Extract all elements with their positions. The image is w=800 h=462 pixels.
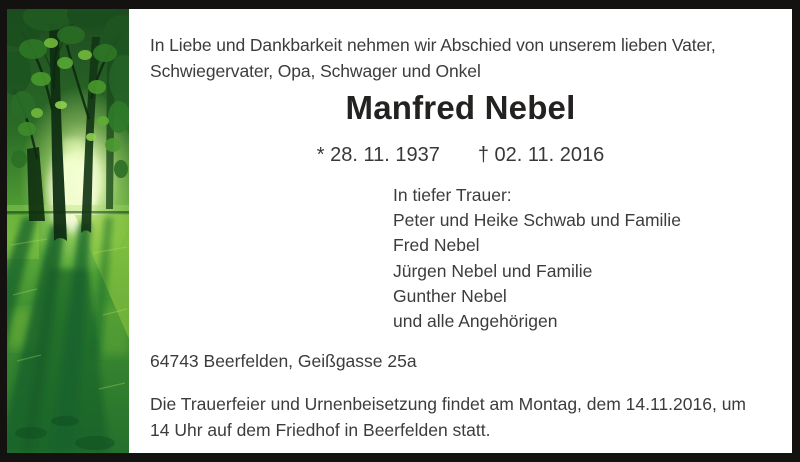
- mourner-item: Fred Nebel: [393, 235, 480, 256]
- birth-date: * 28. 11. 1937: [316, 144, 440, 166]
- address-line: 64743 Beerfelden, Geißgasse 25a: [150, 351, 417, 371]
- funeral-line-1: Die Trauerfeier und Urnenbeisetzung findet am Montag, dem 14.11.2016, um: [150, 394, 746, 414]
- funeral-info: [150, 391, 746, 443]
- intro-line-2: Schwiegervater, Opa, Schwager und Onkel: [150, 61, 481, 81]
- obituary-text-area: [129, 9, 792, 453]
- mourner-item: Gunther Nebel: [393, 285, 507, 306]
- mourners-heading: In tiefer Trauer:: [393, 185, 512, 205]
- funeral-line-2: 14 Uhr auf dem Friedhof in Beerfelden statt.: [150, 420, 491, 440]
- mourner-item: und alle Angehörigen: [393, 311, 558, 332]
- death-date: † 02. 11. 2016: [477, 144, 605, 166]
- mourner-item: Jürgen Nebel und Familie: [393, 260, 593, 281]
- mourner-item: Peter und Heike Schwab und Familie: [393, 210, 681, 231]
- park-sunlight-photo: [7, 9, 129, 453]
- mourners-block: [393, 183, 681, 334]
- intro-line-1: In Liebe und Dankbarkeit nehmen wir Abschied von unserem lieben Vater,: [150, 35, 716, 55]
- intro-paragraph: [150, 32, 716, 84]
- park-photo-illustration: [7, 9, 129, 453]
- deceased-name: Manfred Nebel: [345, 89, 576, 126]
- life-dates: [129, 144, 792, 167]
